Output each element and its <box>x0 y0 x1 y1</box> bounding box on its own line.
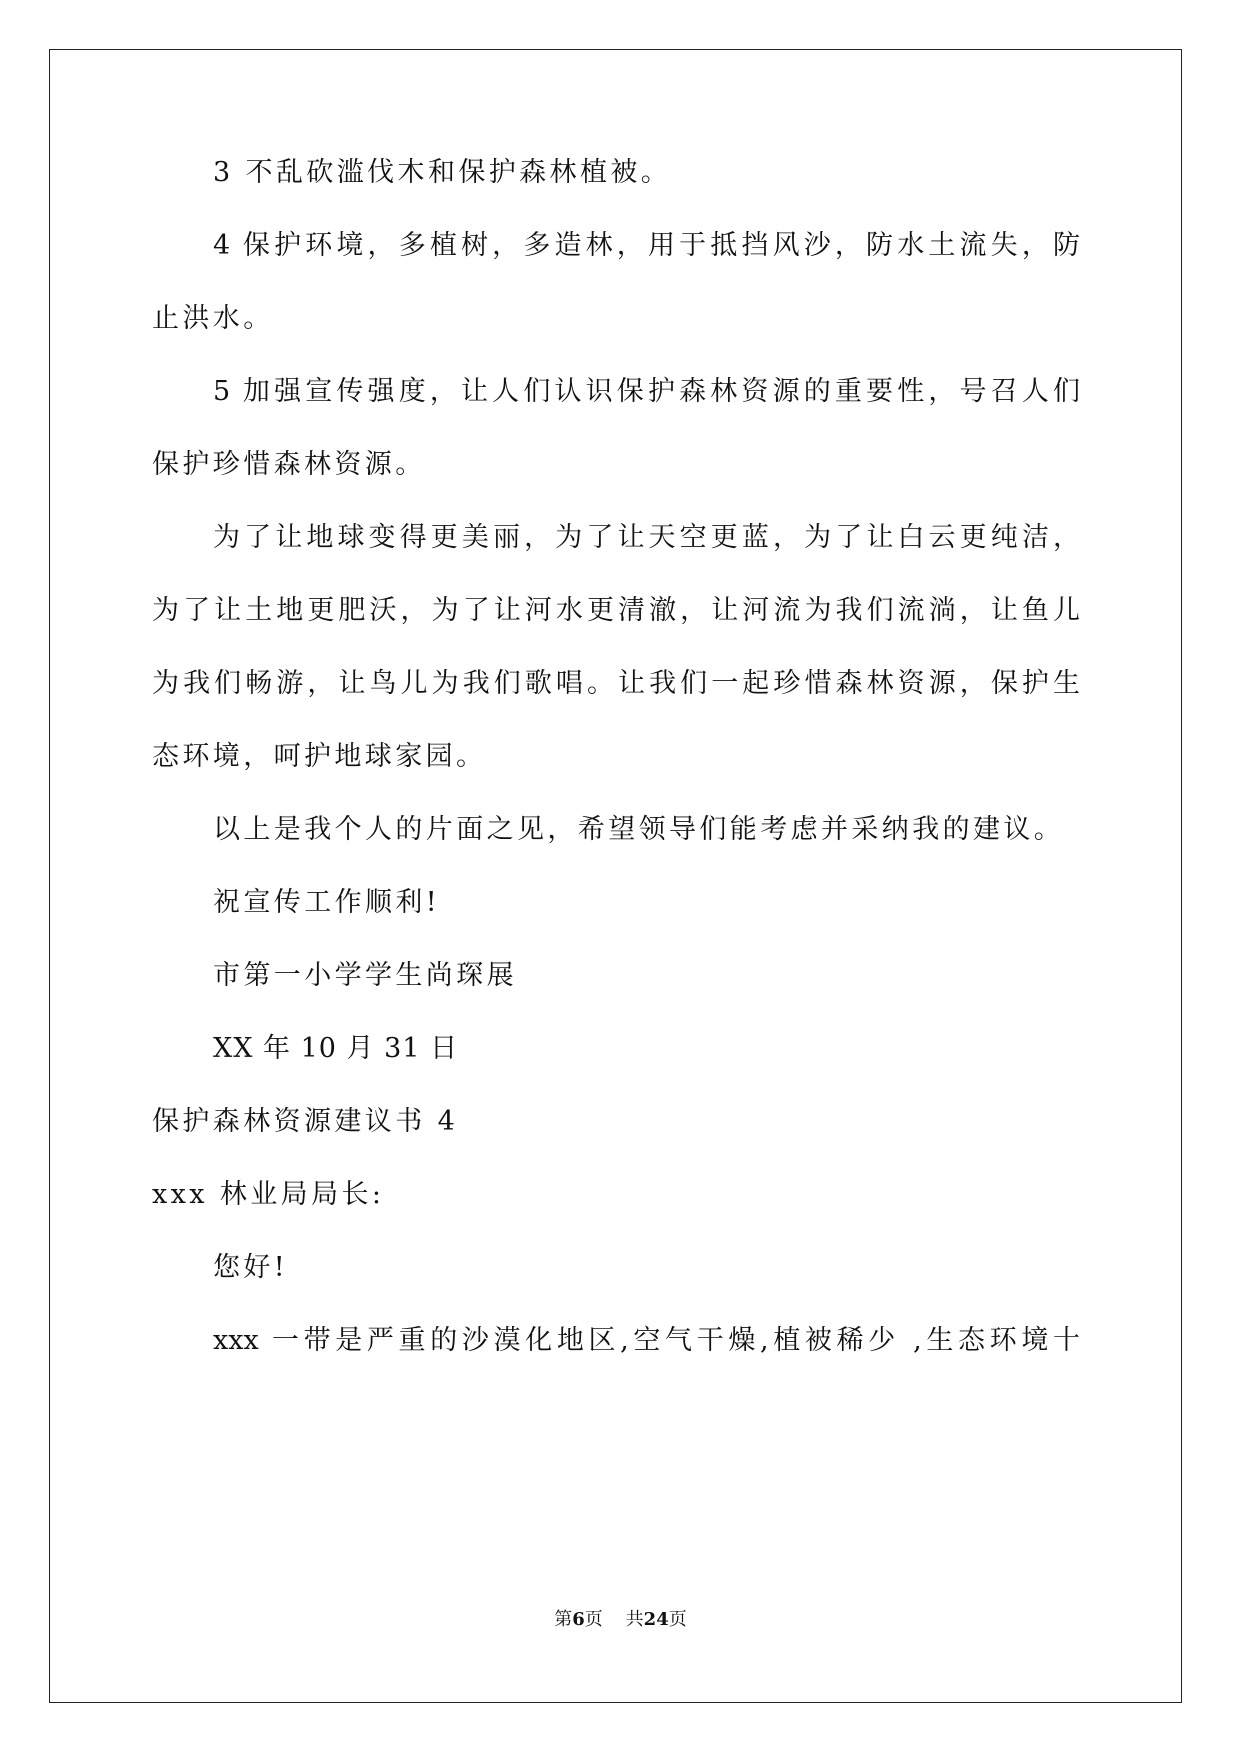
body-line-3: 止洪水。 <box>152 303 274 334</box>
body-line-1: 3 不乱砍滥伐木和保护森林植被。 <box>213 157 672 188</box>
body-line-2: 4 保护环境，多植树，多造林，用于抵挡风沙，防水土流失，防 <box>213 230 1080 261</box>
body-line-8: 为我们畅游，让鸟儿为我们歌唱。让我们一起珍惜森林资源，保护生 <box>152 668 1080 699</box>
footer-prefix: 第 <box>554 1609 573 1630</box>
footer-total-suffix: 页 <box>668 1609 687 1630</box>
footer-total-pages: 24 <box>643 1609 669 1630</box>
body-line-6: 为了让地球变得更美丽，为了让天空更蓝，为了让白云更纯洁， <box>213 522 1080 553</box>
date: XX 年 10 月 31 日 <box>213 1033 459 1064</box>
footer-total-prefix: 共 <box>625 1609 644 1630</box>
salutation: xxx 林业局局长: <box>152 1179 385 1210</box>
greeting: 您好! <box>213 1252 289 1283</box>
body-line-10: 以上是我个人的片面之见，希望领导们能考虑并采纳我的建议。 <box>213 814 1065 845</box>
section-title: 保护森林资源建议书 4 <box>152 1106 459 1137</box>
body-line-4: 5 加强宣传强度，让人们认识保护森林资源的重要性，号召人们 <box>213 376 1080 407</box>
body-line-11: xxx 一带是严重的沙漠化地区,空气干燥,植被稀少 ,生态环境十 <box>213 1325 1080 1356</box>
body-line-5: 保护珍惜森林资源。 <box>152 449 426 480</box>
footer-page-number: 6 <box>572 1609 585 1630</box>
closing-wish: 祝宣传工作顺利! <box>213 887 441 918</box>
page-footer <box>0 1608 1241 1632</box>
body-line-7: 为了让土地更肥沃，为了让河水更清澈，让河流为我们流淌，让鱼儿 <box>152 595 1080 626</box>
body-line-9: 态环境，呵护地球家园。 <box>152 741 487 772</box>
page-border <box>49 49 1182 1703</box>
footer-page-suffix: 页 <box>584 1609 603 1630</box>
signature: 市第一小学学生尚琛展 <box>213 960 517 991</box>
